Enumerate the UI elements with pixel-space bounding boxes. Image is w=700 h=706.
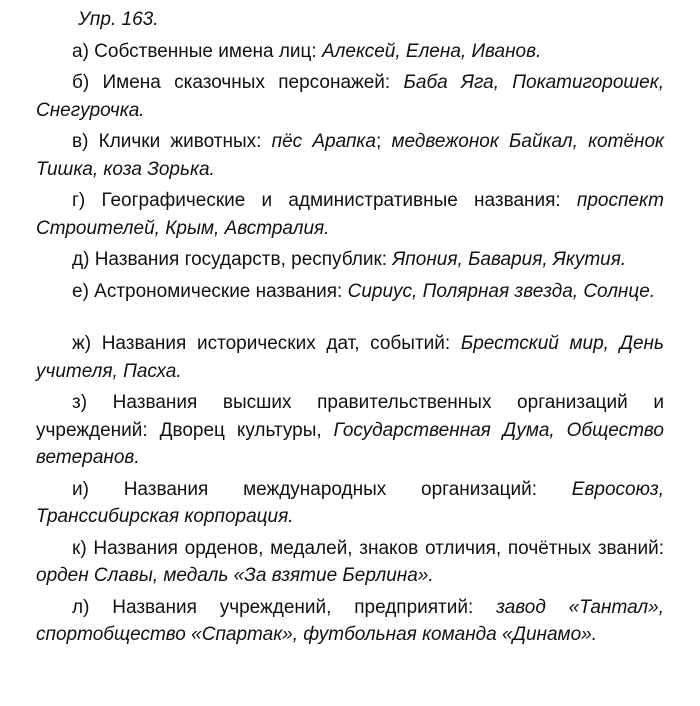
category-text: к) Названия орденов, медалей, знаков отличия, почётных званий: xyxy=(72,537,664,559)
category-text: а) Собственные имена лиц: xyxy=(72,40,322,62)
exercise-item xyxy=(36,535,664,590)
example-text: Баба Яга, Покатигорошек, Снегурочка. xyxy=(36,72,664,121)
exercise-items xyxy=(36,38,664,649)
exercise-item xyxy=(36,278,664,306)
exercise-item xyxy=(36,330,664,385)
exercise-item xyxy=(36,246,664,274)
example-text: Алексей, Елена, Иванов. xyxy=(322,40,542,62)
category-text: ж) Названия исторических дат, событий: xyxy=(72,333,461,354)
example-text: пёс Арапка xyxy=(271,131,376,152)
example-text: проспект Строителей, Крым, Австралия. xyxy=(36,190,664,239)
exercise-item xyxy=(36,389,664,472)
exercise-item xyxy=(36,187,664,242)
category-text: б) Имена сказочных персонажей: xyxy=(72,72,404,93)
example-text: Брестский мир, День учителя, Пасха. xyxy=(36,333,664,382)
category-text: в) Клички животных: xyxy=(72,131,272,152)
example-text: завод «Тантал», спортобщество «Спартак», футбольная команда «Динамо». xyxy=(36,596,664,645)
example-text: Евросоюз, Транссибирская корпорация. xyxy=(36,478,664,527)
example-text: Япония, Бавария, Якутия. xyxy=(392,249,627,270)
exercise-item xyxy=(36,38,664,66)
exercise-item xyxy=(36,476,664,531)
exercise-item xyxy=(36,128,664,183)
example-text: Государственная Дума, Общество ветеранов. xyxy=(36,419,664,468)
category-text: е) Астрономические названия: xyxy=(72,280,348,302)
category-text: з) Названия высших правительственных организаций и учреждений: Дворец культуры, xyxy=(36,392,664,441)
example-text: орден Славы, медаль «За взятие Берлина». xyxy=(36,565,434,586)
exercise-item xyxy=(36,69,664,124)
category-text: л) Названия учреждений, предприятий: xyxy=(72,596,497,618)
category-text: г) Географические и административные названия: xyxy=(72,190,577,211)
category-text: и) Названия международных организаций: xyxy=(72,478,572,500)
exercise-page xyxy=(36,6,664,653)
example-text: Сириус, Полярная звезда, Солнце. xyxy=(347,280,656,302)
exercise-title: Упр. 163. xyxy=(78,9,159,30)
example-text: медвежонок Байкал, котёнок Тишка, коза Зорька. xyxy=(36,131,665,180)
category-text: ; xyxy=(375,131,392,152)
category-text: д) Названия государств, республик: xyxy=(72,249,393,270)
exercise-item xyxy=(36,594,664,649)
